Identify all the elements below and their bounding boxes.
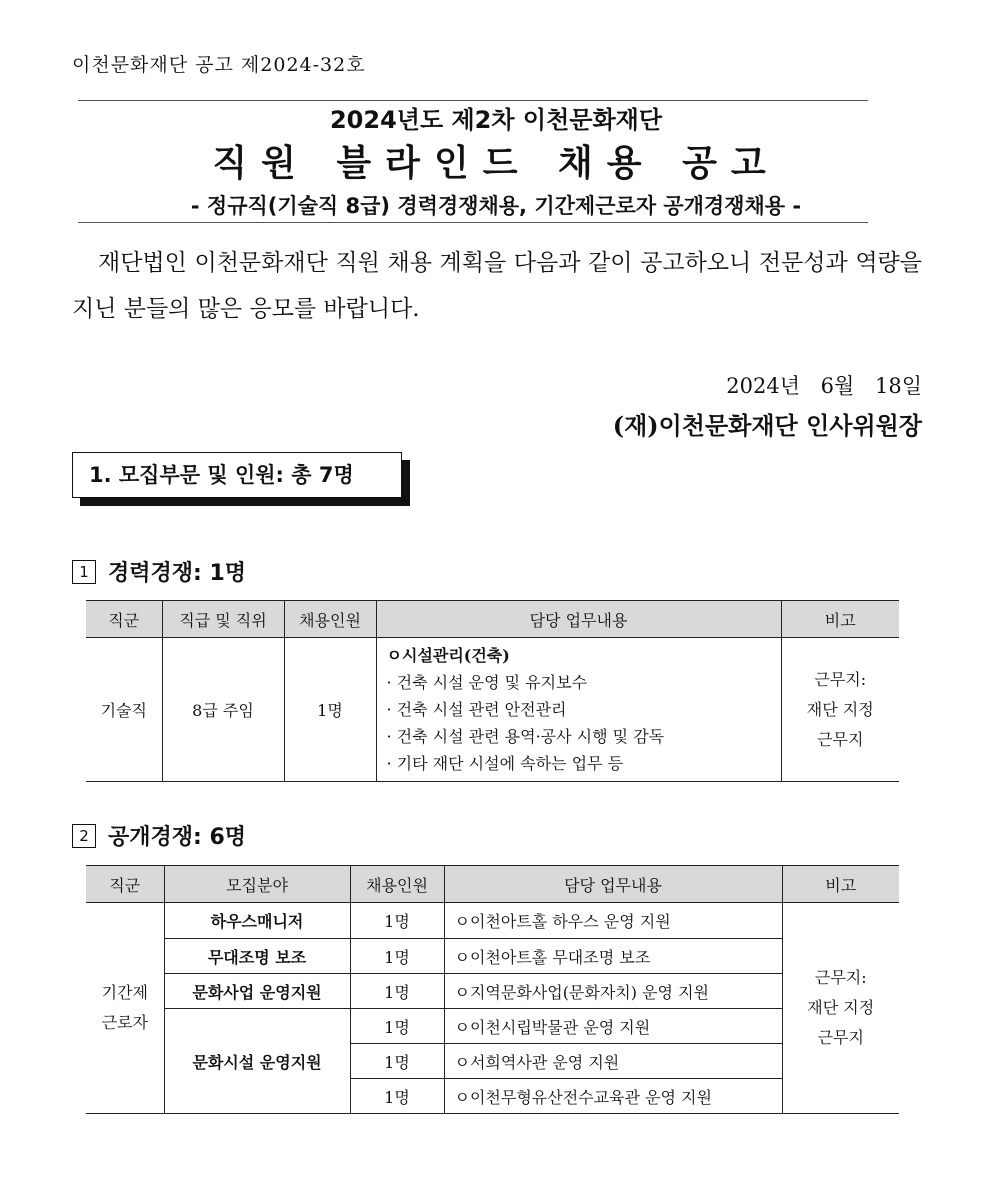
open-group-line: 근로자: [101, 1013, 148, 1032]
open-note-line: 재단 지정: [807, 998, 875, 1017]
open-count: 1명: [350, 1009, 444, 1044]
open-header-count: 채용인원: [350, 866, 444, 903]
open-duty: ㅇ이천아트홀 무대조명 보조: [444, 939, 782, 974]
career-duty-item: · 건축 시설 관련 용역·공사 시행 및 감독: [386, 727, 665, 746]
career-header-duty: 담당 업무내용: [376, 601, 781, 638]
open-note-line: 근무지:: [814, 968, 867, 987]
career-heading-text: 경력경쟁: 1명: [108, 561, 247, 586]
career-note-line: 근무지:: [814, 669, 867, 689]
open-count: 1명: [350, 1044, 444, 1079]
career-header-count: 채용인원: [284, 601, 376, 638]
open-note-line: 근무지: [817, 1028, 864, 1047]
table-row: [86, 974, 899, 1009]
open-count: 1명: [350, 939, 444, 974]
table-row: [86, 638, 899, 782]
open-count: 1명: [350, 1079, 444, 1114]
open-count: 1명: [350, 974, 444, 1009]
career-duty-title: ㅇ시설관리(건축): [386, 646, 510, 665]
open-field: 문화사업 운영지원: [164, 974, 350, 1009]
table-row: [86, 903, 899, 939]
signer: (재)이천문화재단 인사위원장: [612, 411, 922, 440]
open-header-row: [86, 866, 899, 903]
notice-date: 2024년 6월 18일: [726, 374, 922, 398]
career-header-grade: 직급 및 직위: [162, 601, 284, 638]
open-table: [86, 865, 899, 1114]
open-header-duty: 담당 업무내용: [444, 866, 782, 903]
open-count: 1명: [350, 903, 444, 939]
open-number-box: 2: [72, 824, 96, 848]
open-heading: [72, 820, 246, 851]
title-bottom-rule: [78, 222, 868, 223]
open-duty: ㅇ이천시립박물관 운영 지원: [444, 1009, 782, 1044]
career-header-group: 직군: [86, 601, 162, 638]
career-group: 기술직: [86, 638, 162, 782]
open-group: [86, 903, 164, 1114]
career-duty-item: · 건축 시설 운영 및 유지보수: [386, 673, 588, 692]
open-header-group: 직군: [86, 866, 164, 903]
career-table: [86, 600, 899, 782]
open-duty: ㅇ서희역사관 운영 지원: [444, 1044, 782, 1079]
open-header-field: 모집분야: [164, 866, 350, 903]
career-note: [781, 638, 899, 782]
career-header-row: [86, 601, 899, 638]
open-heading-text: 공개경쟁: 6명: [108, 825, 247, 850]
open-field: 하우스매니저: [164, 903, 350, 939]
open-duty: ㅇ이천무형유산전수교육관 운영 지원: [444, 1079, 782, 1114]
open-field: 무대조명 보조: [164, 939, 350, 974]
open-field: 문화시설 운영지원: [164, 1009, 350, 1114]
career-duty-item: · 기타 재단 시설에 속하는 업무 등: [386, 754, 624, 773]
career-number-box: 1: [72, 560, 96, 584]
career-heading: [72, 556, 246, 587]
table-row: [86, 1009, 899, 1044]
open-duty: ㅇ이천아트홀 하우스 운영 지원: [444, 903, 782, 939]
open-note: [782, 903, 899, 1114]
career-duty-item: · 건축 시설 관련 안전관리: [386, 700, 567, 719]
section-1-title: 1. 모집부문 및 인원: 총 7명: [72, 452, 402, 498]
career-note-line: 재단 지정: [806, 699, 874, 719]
career-duties: [376, 638, 781, 782]
open-group-line: 기간제: [101, 983, 148, 1002]
career-count: 1명: [284, 638, 376, 782]
career-grade: 8급 주임: [162, 638, 284, 782]
page-title: 직원 블라인드 채용 공고: [212, 143, 780, 184]
table-row: [86, 939, 899, 974]
notice-number: 이천문화재단 공고 제2024-32호: [72, 54, 366, 76]
title-subtitle: - 정규직(기술직 8급) 경력경쟁채용, 기간제근로자 공개경쟁채용 -: [190, 194, 802, 218]
open-duty: ㅇ지역문화사업(문화자치) 운영 지원: [444, 974, 782, 1009]
intro-paragraph: 재단법인 이천문화재단 직원 채용 계획을 다음과 같이 공고하오니 전문성과 역량을 지닌 분들의 많은 응모를 바랍니다.: [72, 250, 922, 322]
open-header-note: 비고: [782, 866, 899, 903]
career-header-note: 비고: [781, 601, 899, 638]
career-note-line: 근무지: [817, 729, 864, 749]
title-line-1: 2024년도 제2차 이천문화재단: [329, 106, 663, 134]
